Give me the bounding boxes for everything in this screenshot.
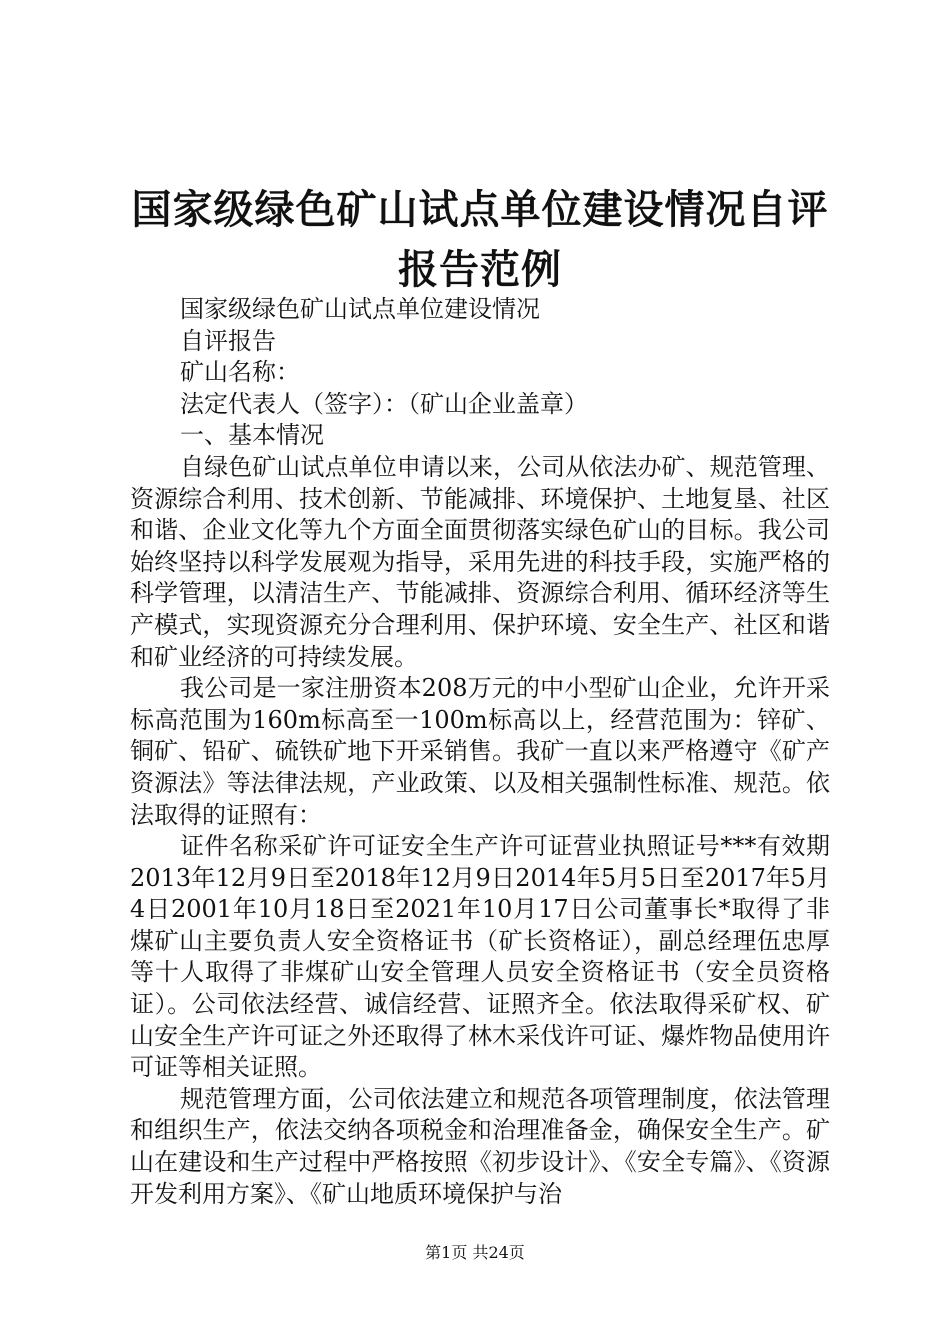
header-line-mine-name: 矿山名称： (180, 358, 300, 387)
paragraph-intro: 自绿色矿山试点单位申请以来，公司从依法办矿、规范管理、资源综合利用、技术创新、节能减排、环境保护、土地复垦、社区和谐、企业文化等九个方面全面贯彻落实绿色矿山的目标。我公司始终坚持以科学发展观为指导，采用先进的科技手段，实施严格的科学管理，以清洁生产、节能减排、资源综合利用、循环经济等生产模式，实现资源充分合理利用、保护环境、安全生产、社区和谐和矿业经济的可持续发展。 (130, 452, 830, 671)
header-line-legal-rep: 法定代表人（签字）：（矿山企业盖章） (180, 389, 588, 418)
page-footer: 第1页 共24页 (425, 1243, 525, 1262)
header-line-subject: 国家级绿色矿山试点单位建设情况 (180, 295, 540, 323)
document-title: 国家级绿色矿山试点单位建设情况自评报告范例 (131, 186, 829, 293)
section-heading-basic: 一、基本情况 (180, 421, 324, 450)
header-line-report: 自评报告 (180, 326, 276, 355)
document-body (130, 294, 830, 1210)
paragraph-company: 我公司是一家注册资本208万元的中小型矿山企业，允许开采标高范围为160m标高至一100m标高以上，经营范围为：锌矿、铜矿、铅矿、硫铁矿地下开采销售。我矿一直以来严格遵守《矿产资源法》等法律法规，产业政策、以及相关强制性标准、规范。依法取得的证照有： (130, 674, 830, 829)
paragraph-management: 规范管理方面，公司依法建立和规范各项管理制度，依法管理和组织生产，依法交纳各项税金和治理准备金，确保安全生产。矿山在建设和生产过程中严格按照《初步设计》、《安全专篇》、《资源开发利用方案》、《矿山地质环境保护与治 (130, 1084, 830, 1208)
paragraph-licenses: 证件名称采矿许可证安全生产许可证营业执照证号***有效期2013年12月9日至2018年12月9日2014年5月5日至2017年5月4日2001年10月18日至2021年10月17日公司董事长*取得了非煤矿山主要负责人安全资格证书（矿长资格证），副总经理伍忠厚等十人取得了非煤矿山安全管理人员安全资格证书（安全员资格证）。公司依法经营、诚信经营、证照齐全。依法取得采矿权、矿山安全生产许可证之外还取得了林木采伐许可证、爆炸物品使用许可证等相关证照。 (130, 832, 830, 1082)
